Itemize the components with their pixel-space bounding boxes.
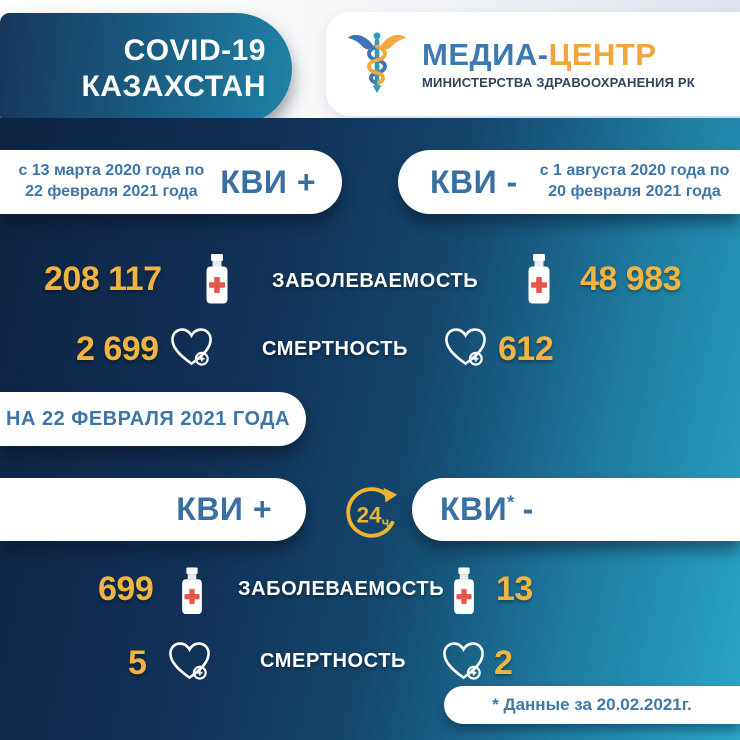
cumulative-positive-period-pill xyxy=(0,150,342,214)
cumulative-positive-mortality-value: 2 699 xyxy=(76,330,159,368)
media-center-card xyxy=(326,12,740,116)
brand-title xyxy=(422,36,695,72)
cumulative-negative-incidence-value: 48 983 xyxy=(580,260,681,298)
heart-health-icon xyxy=(166,640,213,682)
daily-negative-incidence-value: 13 xyxy=(496,570,533,608)
cumulative-positive-incidence-value: 208 117 xyxy=(44,260,162,298)
cumulative-negative-period-pill xyxy=(398,150,740,214)
medicine-bottle-icon xyxy=(176,566,208,616)
brand-title-center: ЦЕНТР xyxy=(548,36,657,72)
daily-kvi-positive-label: КВИ + xyxy=(176,491,272,527)
medicine-bottle-icon xyxy=(200,252,234,306)
footnote-text: * Данные за 20.02.2021г. xyxy=(492,695,692,714)
kvi-negative-label: КВИ - xyxy=(430,163,518,200)
positive-period-line1: с 13 марта 2020 года по xyxy=(18,162,205,180)
daily-positive-pill xyxy=(0,478,306,541)
daily-incidence-label: ЗАБОЛЕВАЕМОСТЬ xyxy=(238,578,445,600)
daily-kvi-negative-label xyxy=(440,491,534,528)
daily-kvi-negative-sign: - xyxy=(522,491,534,527)
positive-period-dates xyxy=(18,161,204,203)
footnote-pill xyxy=(444,686,740,724)
stats-panel xyxy=(0,118,740,740)
daily-mortality-label: СМЕРТНОСТЬ xyxy=(260,650,407,672)
brand-text xyxy=(422,36,695,90)
cumulative-mortality-label: СМЕРТНОСТЬ xyxy=(262,338,409,360)
cumulative-incidence-label: ЗАБОЛЕВАЕМОСТЬ xyxy=(272,270,479,292)
daily-kvi-negative-asterisk: * xyxy=(507,492,515,513)
cumulative-negative-mortality-value: 612 xyxy=(498,330,554,368)
daily-date-pill xyxy=(0,392,306,446)
negative-period-line2: 20 февраля 2021 года xyxy=(548,183,721,200)
medicine-bottle-icon xyxy=(522,252,556,306)
clock-24-number: 24 xyxy=(356,502,382,528)
kvi-positive-label: КВИ + xyxy=(220,163,316,200)
daily-kvi-negative-base: КВИ xyxy=(440,491,508,527)
daily-date-text: НА 22 ФЕВРАЛЯ 2021 ГОДА xyxy=(6,407,290,430)
clock-24h-icon xyxy=(336,482,408,546)
positive-period-line2: 22 февраля 2021 года xyxy=(25,183,198,200)
caduceus-icon xyxy=(346,23,408,105)
heart-health-icon xyxy=(168,326,215,368)
daily-positive-mortality-value: 5 xyxy=(128,644,147,682)
negative-period-dates xyxy=(540,161,730,203)
daily-negative-pill xyxy=(412,478,740,541)
brand-title-media: МЕДИА- xyxy=(422,36,549,72)
clock-unit: ч xyxy=(381,515,390,530)
daily-negative-mortality-value: 2 xyxy=(494,644,513,682)
covid-title-pill xyxy=(0,13,292,125)
heart-health-icon xyxy=(440,640,487,682)
medicine-bottle-icon xyxy=(448,566,480,616)
negative-period-line1: с 1 августа 2020 года по xyxy=(539,162,730,180)
heart-health-icon xyxy=(442,326,489,368)
brand-subtitle: МИНИСТЕРСТВА ЗДРАВООХРАНЕНИЯ РК xyxy=(422,74,695,90)
daily-positive-incidence-value: 699 xyxy=(98,570,154,608)
covid-title-line1: COVID-19 xyxy=(123,34,266,67)
covid-title-line2: КАЗАХСТАН xyxy=(81,70,266,103)
